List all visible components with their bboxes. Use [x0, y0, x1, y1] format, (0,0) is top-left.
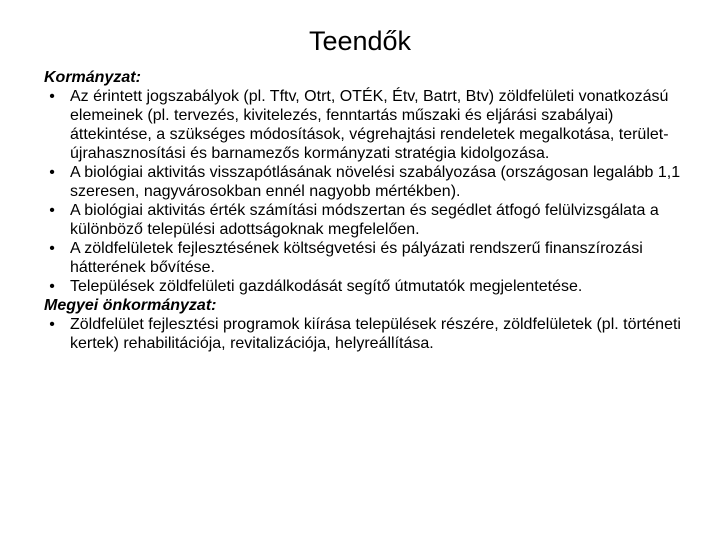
- section-heading-megyei-onkormanyzat: Megyei önkormányzat:: [44, 297, 217, 314]
- list-item: [44, 201, 694, 239]
- list-item-text: Települések zöldfelületi gazdálkodását segítő útmutatók megjelentetése.: [70, 278, 583, 295]
- slide-content: [44, 68, 694, 353]
- bullet-list-megyei-onkormanyzat: [44, 315, 694, 353]
- bullet-list-kormanyzat: [44, 87, 694, 296]
- list-item-text: A biológiai aktivitás visszapótlásának növelési szabályozása (országosan legalább 1,1 szeresen, nagyvárosokban ennél nagyobb mértékben).: [70, 164, 681, 200]
- slide-title: Teendők: [308, 26, 412, 56]
- list-item-text: A zöldfelületek fejlesztésének költségvetési és pályázati rendszerű finanszírozási hátterének bővítése.: [70, 240, 643, 276]
- list-item: [44, 315, 694, 353]
- list-item-text: A biológiai aktivitás érték számítási módszertan és segédlet átfogó felülvizsgálata a különböző települési adottságoknak megfelelően.: [70, 202, 659, 238]
- list-item: [44, 87, 694, 163]
- bullet-icon: •: [49, 278, 55, 295]
- list-item: [44, 277, 694, 296]
- bullet-icon: •: [49, 164, 55, 181]
- list-item-text: Az érintett jogszabályok (pl. Tftv, Otrt, OTÉK, Étv, Batrt, Btv) zöldfelületi vonatkozású elemeinek (pl. tervezés, kivitelezés, fenntartás műszaki és eljárási szabályai) áttekintése, a szükséges módosítások, végrehajtási rendeletek megalkotása, terület-újrahasznosítási és barnamezős kormányzati stratégia kidolgozása.: [70, 88, 669, 162]
- bullet-icon: •: [49, 88, 55, 105]
- list-item-text: Zöldfelület fejlesztési programok kiírása települések részére, zöldfelületek (pl. történeti kertek) rehabilitációja, revitalizációja, helyreállítása.: [70, 316, 681, 352]
- bullet-icon: •: [49, 202, 55, 219]
- bullet-icon: •: [49, 316, 55, 333]
- section-heading-kormanyzat: Kormányzat:: [44, 69, 141, 86]
- list-item: [44, 163, 694, 201]
- list-item: [44, 239, 694, 277]
- bullet-icon: •: [49, 240, 55, 257]
